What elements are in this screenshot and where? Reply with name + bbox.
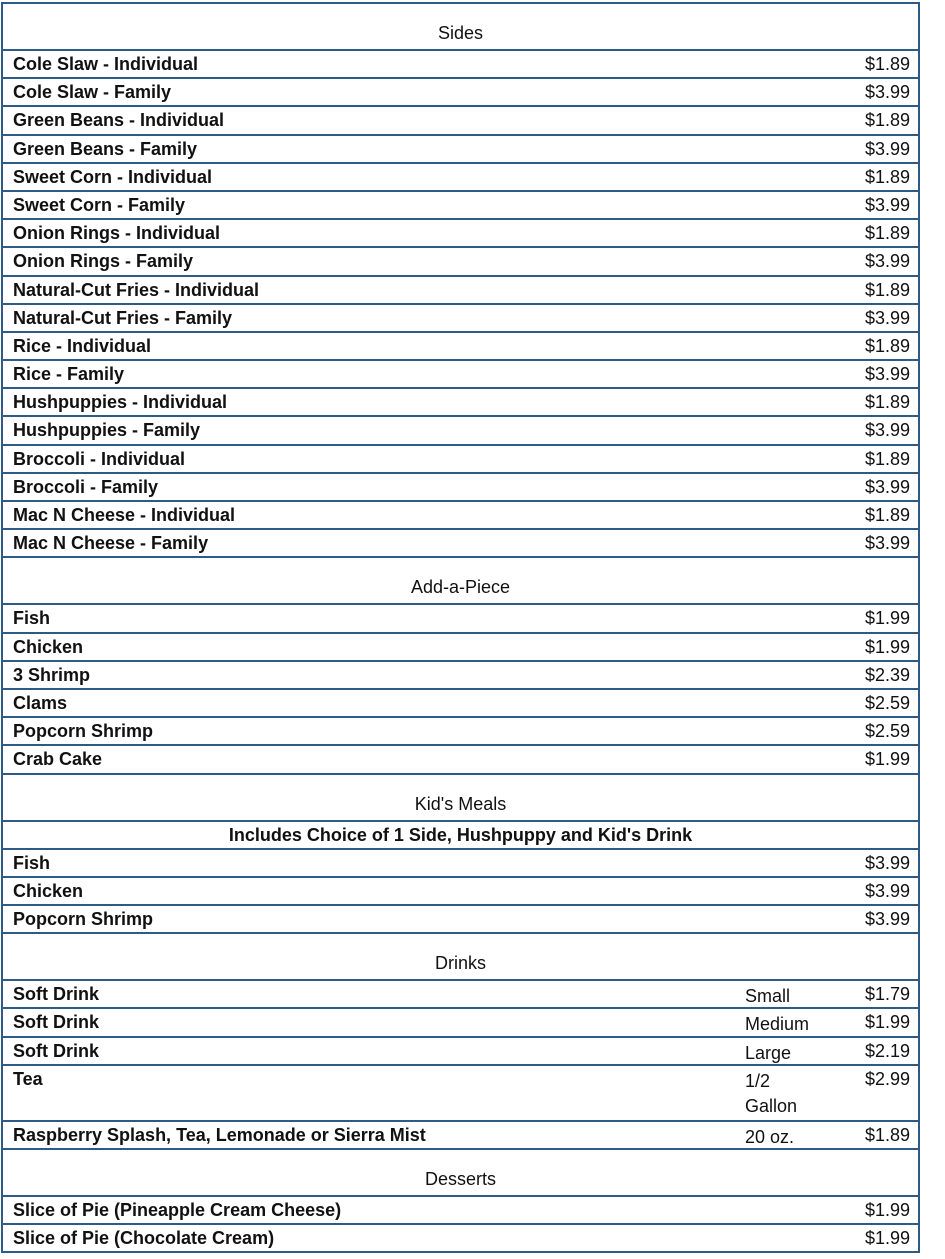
section-title: Drinks — [434, 953, 486, 974]
section-header-desserts — [3, 1150, 918, 1197]
note-text: Includes Choice of 1 Side, Hushpuppy and Kid's Drink — [228, 824, 693, 845]
item-price: $3.99 — [864, 420, 910, 441]
item-name: Sweet Corn - Individual — [13, 166, 213, 187]
item-price: $1.89 — [864, 335, 910, 356]
menu-item-row — [3, 1197, 918, 1225]
item-price: $3.99 — [864, 364, 910, 385]
item-name: Soft Drink — [13, 984, 100, 1005]
kids-meals-note — [3, 822, 918, 850]
item-name: Soft Drink — [13, 1012, 100, 1033]
item-price: $1.99 — [864, 1200, 910, 1220]
menu-item-row — [3, 718, 918, 746]
menu-item-row — [3, 878, 918, 906]
item-price: $2.59 — [864, 692, 910, 713]
menu-item-row — [3, 192, 918, 220]
menu-item-row — [3, 1009, 918, 1037]
item-price: $1.99 — [864, 749, 910, 770]
menu-item-row — [3, 530, 918, 558]
item-price: $1.89 — [864, 392, 910, 413]
section-title: Kid's Meals — [414, 793, 507, 814]
item-name: Slice of Pie (Pineapple Cream Cheese) — [13, 1200, 342, 1220]
menu-item-row — [3, 51, 918, 79]
menu-item-row — [3, 361, 918, 389]
item-price: $1.89 — [864, 1124, 910, 1145]
menu-item-row — [3, 906, 918, 934]
item-name: Broccoli - Family — [13, 476, 159, 497]
menu-item-row — [3, 690, 918, 718]
item-price: $1.89 — [864, 448, 910, 469]
item-size: 1/2 Gallon — [745, 1070, 798, 1116]
item-name: Onion Rings - Individual — [13, 223, 220, 244]
item-size: Large — [745, 1042, 792, 1063]
menu-item-row — [3, 850, 918, 878]
item-name: Popcorn Shrimp — [13, 909, 154, 930]
item-price: $3.99 — [864, 82, 910, 103]
item-price: $1.89 — [864, 279, 910, 300]
item-size: Medium — [745, 1014, 810, 1035]
item-name: Chicken — [13, 636, 84, 657]
menu-item-row — [3, 1038, 918, 1066]
item-price: $2.59 — [864, 721, 910, 742]
section-title: Desserts — [424, 1169, 496, 1189]
menu-item-row — [3, 474, 918, 502]
item-name: Soft Drink — [13, 1040, 100, 1061]
item-name: Green Beans - Individual — [13, 110, 225, 131]
menu-item-row — [3, 389, 918, 417]
item-name: Hushpuppies - Individual — [13, 392, 228, 413]
item-name: Mac N Cheese - Individual — [13, 505, 236, 525]
item-name: Slice of Pie (Chocolate Cream) — [13, 1228, 275, 1249]
item-price: $3.99 — [864, 852, 910, 873]
item-price: $3.99 — [864, 307, 910, 328]
section-header-drinks — [3, 934, 918, 981]
item-name: Natural-Cut Fries - Family — [13, 307, 233, 328]
item-price: $1.89 — [864, 223, 910, 244]
item-size: Small — [745, 986, 791, 1007]
item-name: Cole Slaw - Family — [13, 82, 172, 103]
menu-item-row — [3, 107, 918, 135]
menu-item-row — [3, 502, 918, 530]
item-price: $3.99 — [864, 194, 910, 215]
menu-item-row — [3, 662, 918, 690]
item-price: $1.79 — [864, 984, 910, 1005]
item-name: Raspberry Splash, Tea, Lemonade or Sierra Mist — [13, 1124, 426, 1145]
item-price: $3.99 — [864, 138, 910, 159]
item-name: 3 Shrimp — [13, 664, 91, 685]
menu-item-row — [3, 164, 918, 192]
menu-item-row — [3, 417, 918, 445]
item-price: $1.99 — [864, 1012, 910, 1033]
item-price: $3.99 — [864, 533, 910, 554]
item-name: Hushpuppies - Family — [13, 420, 201, 441]
menu-item-row — [3, 220, 918, 248]
menu-item-row — [3, 248, 918, 276]
menu-item-row — [3, 1122, 918, 1150]
item-name: Fish — [13, 608, 51, 629]
menu-item-row — [3, 1225, 918, 1253]
menu-item-row — [3, 605, 918, 633]
item-name: Broccoli - Individual — [13, 448, 186, 469]
menu-item-row — [3, 746, 918, 774]
item-name: Tea — [13, 1068, 43, 1089]
item-price: $1.99 — [864, 1228, 910, 1249]
menu-item-row — [3, 136, 918, 164]
item-price: $2.19 — [864, 1040, 910, 1061]
item-name: Fish — [13, 852, 51, 873]
item-price: $3.99 — [864, 476, 910, 497]
menu-item-row — [3, 333, 918, 361]
menu-table — [1, 2, 920, 1253]
item-name: Clams — [13, 692, 68, 713]
item-name: Sweet Corn - Family — [13, 194, 186, 215]
item-price: $2.99 — [864, 1068, 910, 1089]
menu-item-row — [3, 634, 918, 662]
menu-item-row — [3, 1066, 918, 1122]
section-title: Sides — [437, 23, 484, 43]
item-name: Chicken — [13, 880, 84, 901]
item-price: $1.99 — [864, 608, 910, 629]
item-price: $1.99 — [864, 636, 910, 657]
item-price: $3.99 — [864, 880, 910, 901]
menu-item-row — [3, 446, 918, 474]
section-title: Add-a-Piece — [410, 577, 511, 598]
menu-item-row — [3, 981, 918, 1009]
item-name: Green Beans - Family — [13, 138, 198, 159]
section-header-kids-meals — [3, 775, 918, 822]
item-name: Onion Rings - Family — [13, 251, 194, 272]
item-price: $1.89 — [864, 166, 910, 187]
item-price: $1.89 — [864, 110, 910, 131]
item-name: Popcorn Shrimp — [13, 721, 154, 742]
menu-item-row — [3, 305, 918, 333]
item-name: Cole Slaw - Individual — [13, 54, 199, 74]
item-name: Mac N Cheese - Family — [13, 533, 209, 554]
item-name: Rice - Family — [13, 364, 125, 385]
item-price: $1.89 — [864, 54, 910, 74]
item-price: $2.39 — [864, 664, 910, 685]
section-header-sides — [3, 4, 918, 51]
section-header-add-a-piece — [3, 558, 918, 605]
item-price: $1.89 — [864, 505, 910, 525]
item-size: 20 oz. — [745, 1126, 795, 1147]
item-price: $3.99 — [864, 909, 910, 930]
item-name: Rice - Individual — [13, 335, 152, 356]
item-name: Natural-Cut Fries - Individual — [13, 279, 260, 300]
item-price: $3.99 — [864, 251, 910, 272]
menu-item-row — [3, 79, 918, 107]
menu-item-row — [3, 277, 918, 305]
item-name: Crab Cake — [13, 749, 103, 770]
